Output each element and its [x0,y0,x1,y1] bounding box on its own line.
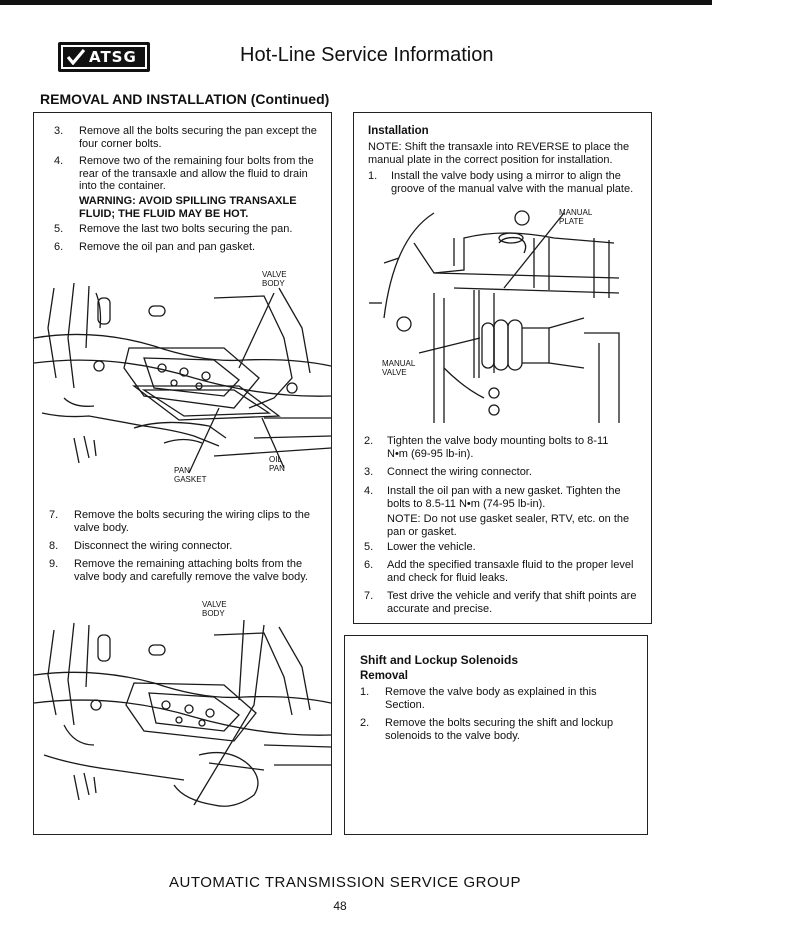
gasket-note: NOTE: Do not use gasket sealer, RTV, etc. on the pan or gasket. [387,513,630,538]
warning-text: WARNING: AVOID SPILLING TRANSAXLE FLUID; THE FLUID MAY BE HOT. [79,195,297,220]
removal-subheading: Removal [360,670,408,682]
footer-org: AUTOMATIC TRANSMISSION SERVICE GROUP [169,874,521,891]
valve-body-label: VALVE BODY [262,270,287,288]
solenoids-panel: Shift and Lockup Solenoids Removal 1. Remove the valve body as explained in this Section. 2. Remove the bolts securing the shift and lockup solenoids to the valve body. [344,635,648,835]
left-panel: 3. Remove all the bolts securing the pan except the four corner bolts. 4. Remove two of the remaining four bolts from the rear of the transaxle and allow the fluid to drain into the container. WARNING: AVOID SPILLING TRANSAXLE FLUID; THE FLUID MAY BE HOT. 5. Remove the last two bolts securing the pan. 6. Remove the oil pan and pan gasket. VALVE BODY PAN GASKET OIL PAN 7. Remove the bolts securing the wiring clips to the valve body. 8. Disconnect the wiring connector. 9. Remove the remaining attaching bolts from the valve body and carefully remove the valve body. VALVE BODY [33,112,332,835]
manual-valve-label: MANUAL VALVE [382,359,416,377]
oil-pan-label: OIL PAN [269,455,285,473]
atsg-logo [58,42,150,72]
valve-body-removal-illustration [34,605,331,830]
page-title: Hot-Line Service Information [240,44,494,66]
checkmark-icon [67,49,85,65]
solenoids-heading: Shift and Lockup Solenoids [360,653,519,667]
installation-panel: Installation NOTE: Shift the transaxle into REVERSE to place the manual plate in the correct position for installation. 1. Install the valve body using a mirror to align the groove of the manual valve with the manual plate. MANUAL PLATE MANUAL VALVE 2. Tighten the valve body mounting bolts to 8-11 N•m (69-95 lb-in). 3. Connect the wiring connector. 4. Install the oil pan with a new gasket. Tighten the bolts to 8.5-11 N•m (74-95 lb-in). NOTE: Do not use gasket sealer, RTV, etc. on the pan or gasket. 5. Lower the vehicle. 6. Add the specified transaxle fluid to the proper level and check for fluid leaks. 7. Test drive the vehicle and verify that shift points are accurate and precise. [353,112,652,624]
manual-valve-illustration [354,198,651,433]
top-rule [0,0,712,5]
valve-body-label-2: VALVE BODY [202,600,227,618]
pan-gasket-label: PAN GASKET [174,466,207,484]
manual-plate-label: MANUAL PLATE [559,208,593,226]
installation-heading: Installation [368,125,429,137]
page-number: 48 [333,899,347,913]
section-heading: REMOVAL AND INSTALLATION (Continued) [40,91,330,107]
logo-text: ATSG [89,48,137,66]
installation-note: NOTE: Shift the transaxle into REVERSE to place the manual plate in the correct position for installation. [368,141,630,166]
